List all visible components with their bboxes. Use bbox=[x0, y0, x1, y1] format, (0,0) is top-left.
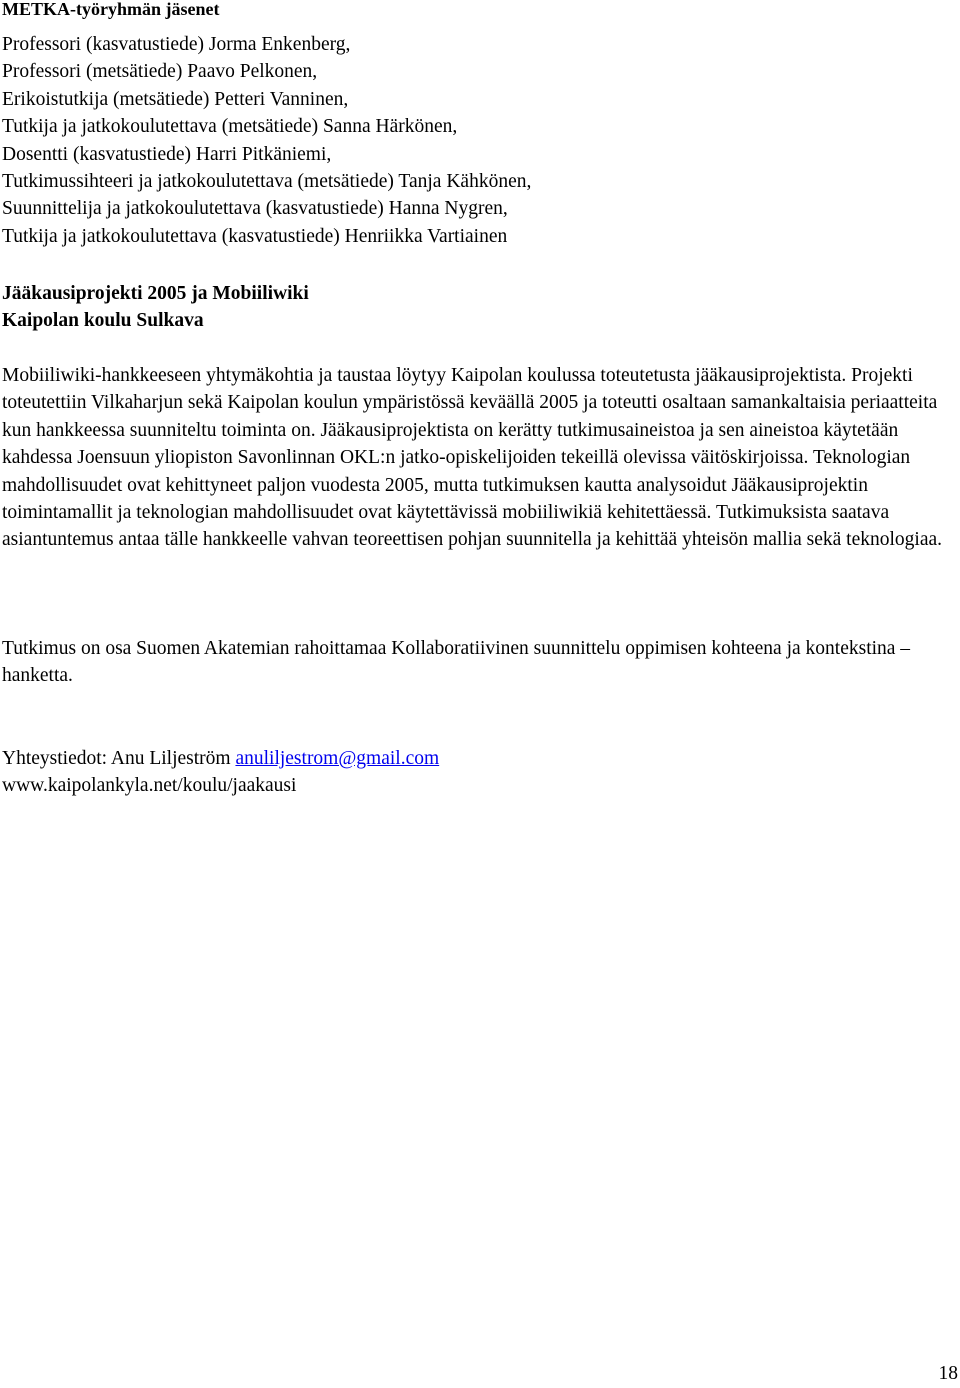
page-number: 18 bbox=[938, 1363, 958, 1384]
member-item: Tutkija ja jatkokoulutettava (metsätiede) Sanna Härkönen, bbox=[2, 116, 458, 138]
website-text: www.kaipolankyla.net/koulu/jaakausi bbox=[2, 775, 297, 797]
members-heading: METKA-työryhmän jäsenet bbox=[2, 0, 220, 19]
project-title bbox=[2, 280, 958, 335]
member-item: Professori (metsätiede) Paavo Pelkonen, bbox=[2, 61, 318, 83]
member-item: Tutkija ja jatkokoulutettava (kasvatustiede) Henriikka Vartiainen bbox=[2, 225, 508, 247]
project-subtitle-line: Kaipolan koulu Sulkava bbox=[2, 310, 204, 332]
contact-label: Yhteystiedot: Anu Liljeström bbox=[2, 748, 236, 769]
contact-block bbox=[2, 745, 958, 800]
member-item: Tutkimussihteeri ja jatkokoulutettava (metsätiede) Tanja Kähkönen, bbox=[2, 171, 532, 193]
email-link[interactable]: anuliljestrom@gmail.com bbox=[235, 748, 440, 769]
funding-paragraph: Tutkimus on osa Suomen Akatemian rahoittamaa Kollaboratiivinen suunnittelu oppimisen kohteena ja kontekstina –hanketta. bbox=[2, 638, 911, 687]
member-item: Erikoistutkija (metsätiede) Petteri Vanninen, bbox=[2, 88, 349, 110]
project-title-line: Jääkausiprojekti 2005 ja Mobiiliwiki bbox=[2, 283, 309, 304]
member-item: Suunnittelija ja jatkokoulutettava (kasvatustiede) Hanna Nygren, bbox=[2, 198, 508, 220]
member-item: Dosentti (kasvatustiede) Harri Pitkäniemi, bbox=[2, 143, 332, 165]
member-item: Professori (kasvatustiede) Jorma Enkenberg, bbox=[2, 34, 351, 55]
members-list bbox=[2, 31, 958, 250]
project-description-paragraph: Mobiiliwiki-hankkeeseen yhtymäkohtia ja taustaa löytyy Kaipolan koulussa toteutetusta jääkausiprojektista. Projekti toteutettiin Vilkaharjun sekä Kaipolan koulun ympäristössä keväällä 2005 ja toteutti osaltaan samankaltaisia periaatteita kun hankkeessa suunniteltu toiminta on. Jääkausiprojektista on kerätty tutkimusaineistoa ja sen aineistoa käytetään kahdessa Joensuun yliopiston Savonlinnan OKL:n jatko-opiskelijoiden tekeillä olevissa väitöskirjoissa. Teknologian mahdollisuudet ovat kehittyneet paljon vuodesta 2005, mutta tutkimuksen kautta analysoidut Jääkausiprojektin toimintamallit ja teknologian mahdollisuudet ovat käytettävissä mobiiliwikiä kehitettäessä. Tutkimuksista saatava asiantuntemus antaa tälle hankkeelle vahvan teoreettisen pohjan suunnitella ja kehittää yhteisön mallia sekä teknologiaa. bbox=[2, 365, 943, 551]
contact-line bbox=[2, 745, 958, 772]
